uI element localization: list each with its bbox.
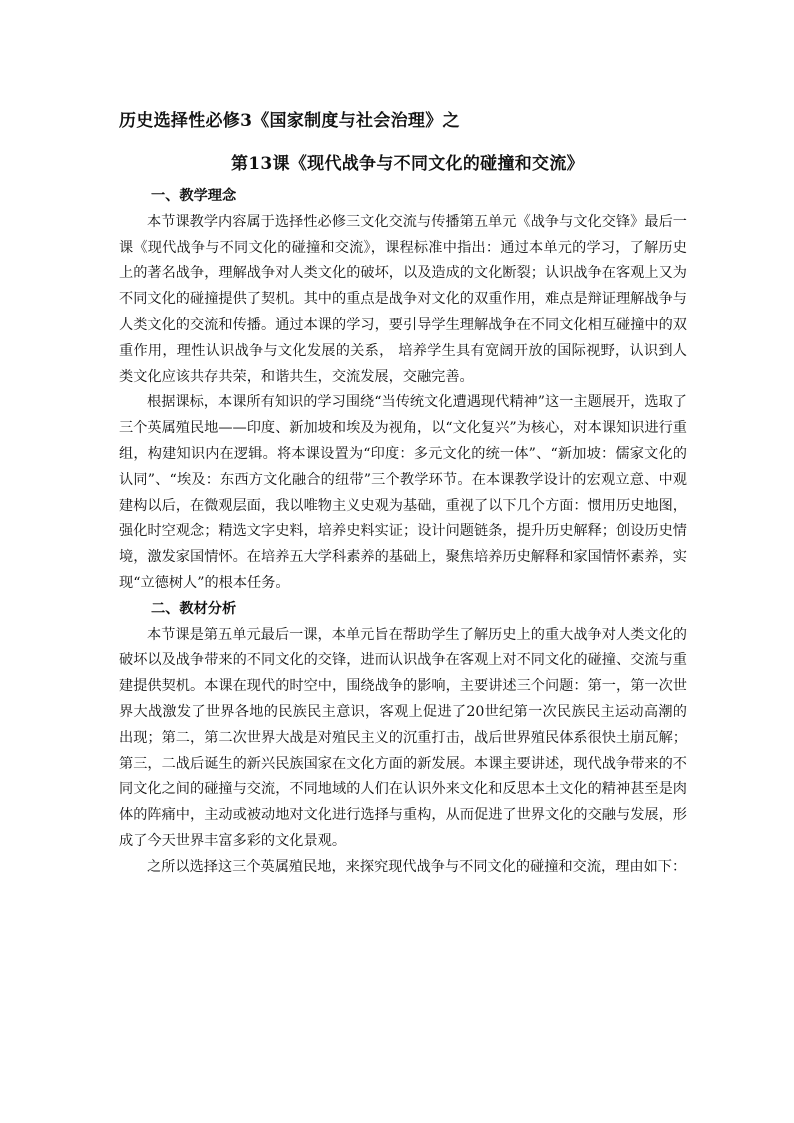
- paragraph: 本节课是第五单元最后一课，本单元旨在帮助学生了解历史上的重大战争对人类文化的破坏以及战争带来的不同文化的交锋，进而认识战争在客观上对不同文化的碰撞、交流与重建提供契机。本课在现代的时空中，围绕战争的影响，主要讲述三个问题：第一，第一次世界大战激发了世界各地的民族民主意识，客观上促进了20世纪第一次民族民主运动高潮的出现；第二，第二次世界大战是对殖民主义的沉重打击，战后世界殖民体系很快土崩瓦解；第三，二战后诞生的新兴民族国家在文化方面的新发展。本课主要讲述，现代战争带来的不同文化之间的碰撞与交流，不同地域的人们在认识外来文化和反思本土文化的精神甚至是肉体的阵痛中，主动或被动地对文化进行选择与重构，从而促进了世界文化的交融与发展，形成了今天世界丰富多彩的文化景观。: [119, 626, 687, 849]
- section-heading-textbook-analysis: 二、教材分析: [151, 600, 237, 617]
- document-body: [119, 184, 687, 881]
- paragraph: 根据课标，本课所有知识的学习围绕“当传统文化遭遇现代精神”这一主题展开，选取了三个英属殖民地——印度、新加坡和埃及为视角，以“文化复兴”为核心，对本课知识进行重组，构建知识内在逻辑。将本课设置为“印度：多元文化的统一体”、“新加坡：儒家文化的认同”、“埃及：东西方文化融合的纽带”三个教学环节。在本课教学设计的宏观立意、中观建构以后，在微观层面，我以唯物主义史观为基础，重视了以下几个方面：惯用历史地图，强化时空观念；精选文字史料，培养史料实证；设计问题链条，提升历史解释；创设历史情境，激发家国情怀。在培养五大学科素养的基础上，聚焦培养历史解释和家国情怀素养，实现“立德树人”的根本任务。: [119, 394, 687, 591]
- paragraph: 本节课教学内容属于选择性必修三文化交流与传播第五单元《战争与文化交锋》最后一课《现代战争与不同文化的碰撞和交流》，课程标准中指出：通过本单元的学习，了解历史上的著名战争，理解战争对人类文化的破坏，以及造成的文化断裂；认识战争在客观上又为不同文化的碰撞提供了契机。其中的重点是战争对文化的双重作用，难点是辩证理解战争与人类文化的交流和传播。通过本课的学习，要引导学生理解战争在不同文化相互碰撞中的双重作用，理性认识战争与文化发展的关系， 培养学生具有宽阔开放的国际视野，认识到人类文化应该共存共荣，和谐共生，交流发展，交融完善。: [119, 213, 687, 385]
- section-heading-teaching-philosophy: 一、教学理念: [151, 188, 237, 204]
- document-title-line-2: 第13课《现代战争与不同文化的碰撞和交流》: [231, 154, 584, 174]
- document-title-line-1: 历史选择性必修3《国家制度与社会治理》之: [119, 111, 460, 131]
- paragraph: 之所以选择这三个英属殖民地，来探究现代战争与不同文化的碰撞和交流，理由如下：: [147, 858, 687, 875]
